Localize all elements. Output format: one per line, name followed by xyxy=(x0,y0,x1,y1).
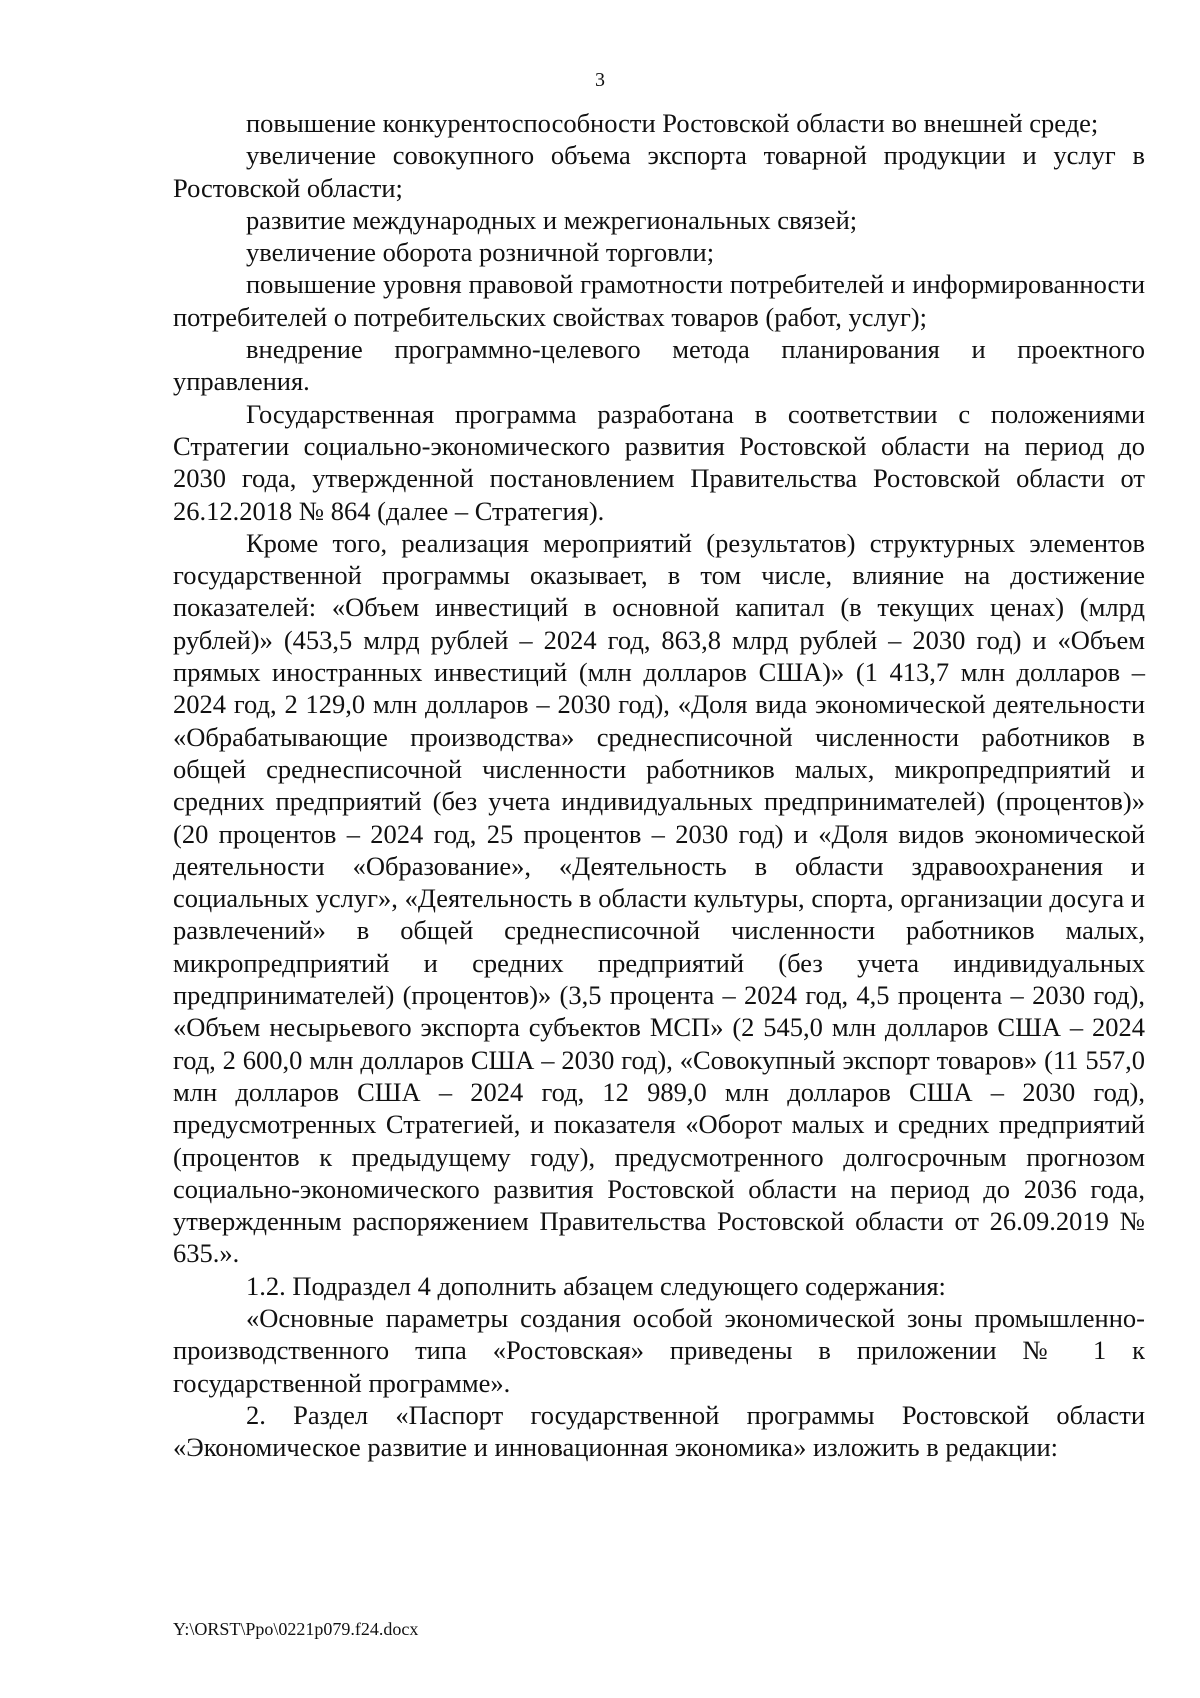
paragraph: увеличение оборота розничной торговли; xyxy=(246,237,715,268)
document-body xyxy=(173,107,1145,1463)
paragraph: 2. Раздел «Паспорт государственной программы Ростовской области «Экономическое развитие и инновационная экономика» изложить в редакции: xyxy=(173,1399,1145,1463)
paragraph: Государственная программа разработана в соответствии с положениями Стратегии социально-экономического развития Ростовской области на период до 2030 года, утвержденной постановлением Правительства Ростовской области от 26.12.2018 № 864 (далее – Стратегия). xyxy=(173,398,1145,526)
paragraph: повышение уровня правовой грамотности потребителей и информированности потребителей о потребительских свойствах товаров (работ, услуг); xyxy=(173,269,1145,332)
paragraph: увеличение совокупного объема экспорта товарной продукции и услуг в Ростовской области; xyxy=(173,140,1145,203)
paragraph: 1.2. Подраздел 4 дополнить абзацем следующего содержания: xyxy=(246,1270,946,1301)
paragraph: повышение конкурентоспособности Ростовской области во внешней среде; xyxy=(246,108,1099,138)
paragraph: «Основные параметры создания особой экономической зоны промышленно-производственного типа «Ростовская» приведены в приложении № 1 к государственной программе». xyxy=(173,1302,1145,1398)
paragraph: Кроме того, реализация мероприятий (результатов) структурных элементов государственной программы оказывает, в том числе, влияние на достижение показателей: «Объем инвестиций в основной капитал (в текущих ценах) (млрд рублей)» (453,5 млрд рублей – 2024 год, 863,8 млрд рублей – 2030 год) и «Объем прямых иностранных инвестиций (млн долларов США)» (1 413,7 млн долларов – 2024 год, 2 129,0 млн долларов – 2030 год), «Доля вида экономической деятельности «Обрабатывающие производства» среднесписочной численности работников в общей среднесписочной численности работников малых, микропредприятий и средних предприятий (без учета индивидуальных предпринимателей) (процентов)» (20 процентов – 2024 год, 25 процентов – 2030 год) и «Доля видов экономической деятельности «Образование», «Деятельность в области здравоохранения и социальных услуг», «Деятельность в области культуры, спорта, организации досуга и развлечений» в общей среднесписочной численности работников малых, микропредприятий и средних предприятий (без учета индивидуальных предпринимателей) (процентов)» (3,5 процента – 2024 год, 4,5 процента – 2030 год), «Объем несырьевого экспорта субъектов МСП» (2 545,0 млн долларов США – 2024 год, 2 600,0 млн долларов США – 2030 год), «Совокупный экспорт товаров» (11 557,0 млн долларов США – 2024 год, 12 989,0 млн долларов США – 2030 год), предусмотренных Стратегией, и показателя «Оборот малых и средних предприятий (процентов к предыдущему году), предусмотренного долгосрочным прогнозом социально-экономического развития Ростовской области на период до 2036 года, утвержденным распоряжением Правительства Ростовской области от 26.09.2019 № 635.». xyxy=(173,527,1145,1269)
paragraph: развитие международных и межрегиональных связей; xyxy=(246,204,858,235)
file-path-footer: Y:\ORST\Ppo\0221p079.f24.docx xyxy=(173,1619,419,1639)
paragraph: внедрение программно-целевого метода планирования и проектного управления. xyxy=(173,334,1145,397)
page-number: 3 xyxy=(595,69,605,91)
